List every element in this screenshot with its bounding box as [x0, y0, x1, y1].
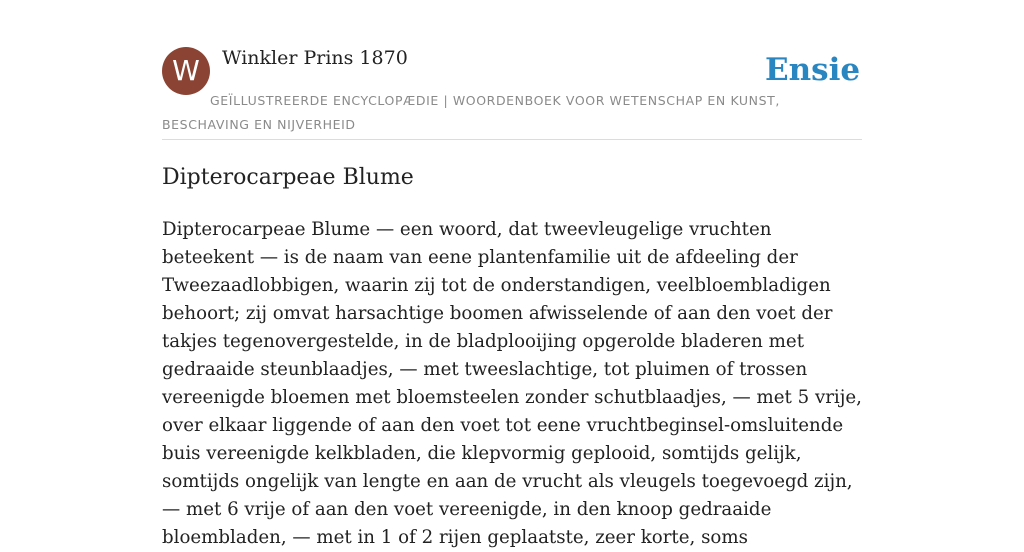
- avatar[interactable]: W: [162, 47, 210, 95]
- entry-title: Dipterocarpeae Blume: [162, 165, 414, 190]
- ensie-logo[interactable]: Ensie: [765, 52, 861, 88]
- source-subtitle: GEÏLLUSTREERDE ENCYCLOPÆDIE | WOORDENBOEK VOOR WETENSCHAP EN KUNST, BESCHAVING EN NIJVERHEID: [162, 93, 780, 132]
- entry-body: Dipterocarpeae Blume — een woord, dat tweevleugelige vruchten beteekent — is de naam van eene plantenfamilie uit de afdeeling der Tweezaadlobbigen, waarin zij tot de onderstandigen, veelbloembladigen behoort; zij omvat harsachtige boomen afwisselende of aan den voet der takjes tegenovergestelde, in de bladplooijing opgerolde bladeren met gedraaide steunblaadjes, — met tweeslachtige, tot pluimen of trossen vereenigde bloemen met bloemsteelen zonder schutblaadjes, — met 5 vrije, over elkaar liggende of aan den voet tot eene vruchtbeginsel-omsluitende buis vereenigde kelkbladen, die klepvormig geplooid, somtijds gelijk, somtijds ongelijk van lengte en aan de vrucht als vleugels toegevoegd zijn, — met 6 vrije of aan den voet vereenigde, in den knoop gedraaide bloembladen, — met in 1 of 2 rijen geplaatste, zeer korte, soms: [162, 219, 862, 548]
- source-title[interactable]: Winkler Prins 1870: [222, 47, 408, 69]
- header-divider: [162, 139, 862, 140]
